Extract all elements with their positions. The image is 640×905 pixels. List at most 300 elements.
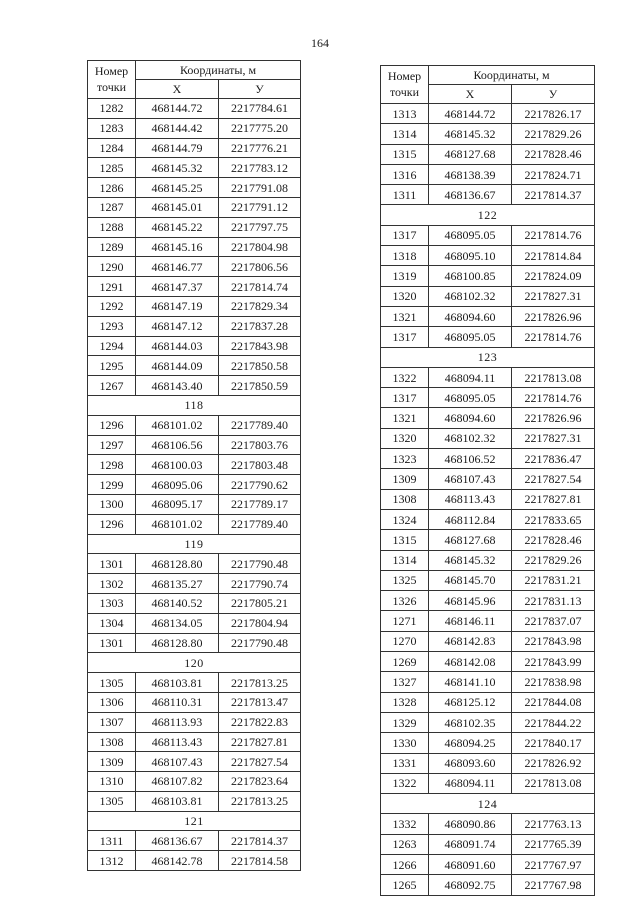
- table-row: [88, 197, 301, 217]
- x-coordinate-cell: 468095.05: [429, 327, 512, 347]
- point-number-cell: 1295: [88, 356, 136, 376]
- x-coordinate-cell: 468100.85: [429, 266, 512, 286]
- table-row: [381, 692, 595, 712]
- x-coordinate-cell: 468112.84: [429, 509, 512, 529]
- y-coordinate-cell: 2217827.81: [512, 489, 595, 509]
- point-number-cell: 1294: [88, 336, 136, 356]
- y-coordinate-cell: 2217813.25: [219, 673, 301, 693]
- y-coordinate-cell: 2217783.12: [219, 158, 301, 178]
- x-coordinate-cell: 468094.11: [429, 773, 512, 793]
- y-coordinate-cell: 2217776.21: [219, 138, 301, 158]
- table-row: [88, 257, 301, 277]
- point-number-cell: 1306: [88, 692, 136, 712]
- table-row: [88, 831, 301, 851]
- point-number-cell: 1300: [88, 494, 136, 514]
- table-row: [381, 225, 595, 245]
- point-number-cell: 1291: [88, 277, 136, 297]
- point-number-cell: 1314: [381, 124, 429, 144]
- y-coordinate-cell: 2217814.74: [219, 277, 301, 297]
- point-number-cell: 1283: [88, 118, 136, 138]
- y-coordinate-cell: 2217791.12: [219, 197, 301, 217]
- point-number-cell: 1317: [381, 388, 429, 408]
- point-number-cell: 1269: [381, 652, 429, 672]
- x-coordinate-cell: 468093.60: [429, 753, 512, 773]
- table-row: [381, 834, 595, 854]
- y-coordinate-cell: 2217790.62: [219, 475, 301, 495]
- point-number-cell: 1284: [88, 138, 136, 158]
- table-row: [88, 772, 301, 792]
- group-header-row: [381, 794, 595, 814]
- x-coordinate-cell: 468145.32: [136, 158, 219, 178]
- point-number-cell: 1302: [88, 574, 136, 594]
- x-coordinate-cell: 468145.32: [429, 124, 512, 144]
- y-coordinate-cell: 2217826.96: [512, 408, 595, 428]
- x-coordinate-cell: 468136.67: [136, 831, 219, 851]
- table-row: [88, 554, 301, 574]
- page-number: 164: [311, 36, 329, 50]
- x-coordinate-cell: 468095.05: [429, 388, 512, 408]
- x-coordinate-cell: 468091.74: [429, 834, 512, 854]
- y-coordinate-cell: 2217827.31: [512, 428, 595, 448]
- x-header: X: [136, 80, 219, 99]
- table-row: [381, 753, 595, 773]
- table-row: [381, 875, 595, 895]
- group-header-row: [88, 534, 301, 554]
- y-coordinate-cell: 2217797.75: [219, 217, 301, 237]
- x-coordinate-cell: 468094.60: [429, 408, 512, 428]
- group-header-row: [381, 347, 595, 367]
- x-coordinate-cell: 468147.37: [136, 277, 219, 297]
- y-coordinate-cell: 2217824.09: [512, 266, 595, 286]
- table-row: [381, 509, 595, 529]
- x-coordinate-cell: 468144.79: [136, 138, 219, 158]
- x-coordinate-cell: 468125.12: [429, 692, 512, 712]
- y-coordinate-cell: 2217824.71: [512, 164, 595, 184]
- y-header: У: [219, 80, 301, 99]
- point-number-cell: 1308: [88, 732, 136, 752]
- x-coordinate-cell: 468107.82: [136, 772, 219, 792]
- x-coordinate-cell: 468146.11: [429, 611, 512, 631]
- x-coordinate-cell: 468091.60: [429, 854, 512, 874]
- y-coordinate-cell: 2217850.58: [219, 356, 301, 376]
- point-number-cell: 1311: [88, 831, 136, 851]
- x-coordinate-cell: 468103.81: [136, 791, 219, 811]
- table-row: [88, 455, 301, 475]
- table-row: [88, 633, 301, 653]
- y-coordinate-cell: 2217767.97: [512, 854, 595, 874]
- group-number: 120: [88, 653, 301, 673]
- point-number-cell: 1311: [381, 185, 429, 205]
- point-number-cell: 1316: [381, 164, 429, 184]
- x-coordinate-cell: 468145.70: [429, 570, 512, 590]
- x-coordinate-cell: 468144.03: [136, 336, 219, 356]
- table-row: [88, 99, 301, 119]
- point-number-cell: 1309: [381, 469, 429, 489]
- table-row: [88, 118, 301, 138]
- point-number-cell: 1263: [381, 834, 429, 854]
- x-coordinate-cell: 468102.32: [429, 286, 512, 306]
- x-coordinate-cell: 468113.93: [136, 712, 219, 732]
- y-coordinate-cell: 2217804.94: [219, 613, 301, 633]
- table-row: [381, 591, 595, 611]
- y-coordinate-cell: 2217827.31: [512, 286, 595, 306]
- point-number-cell: 1289: [88, 237, 136, 257]
- y-coordinate-cell: 2217827.54: [512, 469, 595, 489]
- table-row: [381, 672, 595, 692]
- x-coordinate-cell: 468128.80: [136, 554, 219, 574]
- point-number-cell: 1332: [381, 814, 429, 834]
- y-coordinate-cell: 2217833.65: [512, 509, 595, 529]
- table-row: [88, 593, 301, 613]
- table-row: [381, 408, 595, 428]
- group-header-row: [88, 811, 301, 831]
- table-row: [381, 104, 595, 124]
- x-coordinate-cell: 468127.68: [429, 144, 512, 164]
- point-number-cell: 1309: [88, 752, 136, 772]
- table-row: [88, 791, 301, 811]
- point-number-cell: 1305: [88, 673, 136, 693]
- point-number-cell: 1326: [381, 591, 429, 611]
- x-coordinate-cell: 468106.52: [429, 449, 512, 469]
- x-coordinate-cell: 468127.68: [429, 530, 512, 550]
- y-coordinate-cell: 2217843.99: [512, 652, 595, 672]
- table-row: [381, 469, 595, 489]
- x-coordinate-cell: 468147.19: [136, 296, 219, 316]
- y-coordinate-cell: 2217790.74: [219, 574, 301, 594]
- x-coordinate-cell: 468090.86: [429, 814, 512, 834]
- table-row: [381, 286, 595, 306]
- point-number-cell: 1327: [381, 672, 429, 692]
- group-header-row: [88, 653, 301, 673]
- y-coordinate-cell: 2217803.76: [219, 435, 301, 455]
- point-number-cell: 1267: [88, 376, 136, 396]
- x-coordinate-cell: 468102.32: [429, 428, 512, 448]
- table-row: [88, 376, 301, 396]
- x-coordinate-cell: 468138.39: [429, 164, 512, 184]
- point-number-cell: 1287: [88, 197, 136, 217]
- x-coordinate-cell: 468144.42: [136, 118, 219, 138]
- table-row: [88, 237, 301, 257]
- x-coordinate-cell: 468101.02: [136, 514, 219, 534]
- point-number-cell: 1270: [381, 631, 429, 651]
- x-coordinate-cell: 468101.02: [136, 415, 219, 435]
- point-number-header: Номер точки: [381, 66, 429, 104]
- x-coordinate-cell: 468144.09: [136, 356, 219, 376]
- y-coordinate-cell: 2217844.22: [512, 712, 595, 732]
- y-coordinate-cell: 2217775.20: [219, 118, 301, 138]
- y-coordinate-cell: 2217763.13: [512, 814, 595, 834]
- x-coordinate-cell: 468146.77: [136, 257, 219, 277]
- y-coordinate-cell: 2217826.17: [512, 104, 595, 124]
- group-number: 121: [88, 811, 301, 831]
- x-coordinate-cell: 468094.25: [429, 733, 512, 753]
- point-number-cell: 1303: [88, 593, 136, 613]
- y-coordinate-cell: 2217827.81: [219, 732, 301, 752]
- table-row: [88, 851, 301, 871]
- group-number: 122: [381, 205, 595, 225]
- x-coordinate-cell: 468107.43: [136, 752, 219, 772]
- y-coordinate-cell: 2217814.84: [512, 246, 595, 266]
- table-row: [381, 266, 595, 286]
- y-coordinate-cell: 2217829.26: [512, 550, 595, 570]
- point-number-cell: 1307: [88, 712, 136, 732]
- y-coordinate-cell: 2217829.34: [219, 296, 301, 316]
- table-row: [381, 611, 595, 631]
- table-row: [381, 428, 595, 448]
- point-number-cell: 1293: [88, 316, 136, 336]
- x-coordinate-cell: 468145.96: [429, 591, 512, 611]
- point-number-cell: 1266: [381, 854, 429, 874]
- y-coordinate-cell: 2217844.08: [512, 692, 595, 712]
- x-coordinate-cell: 468092.75: [429, 875, 512, 895]
- y-coordinate-cell: 2217828.46: [512, 530, 595, 550]
- table-row: [381, 854, 595, 874]
- point-number-cell: 1331: [381, 753, 429, 773]
- y-coordinate-cell: 2217803.48: [219, 455, 301, 475]
- y-coordinate-cell: 2217836.47: [512, 449, 595, 469]
- y-coordinate-cell: 2217813.08: [512, 773, 595, 793]
- table-row: [88, 277, 301, 297]
- y-coordinate-cell: 2217814.76: [512, 388, 595, 408]
- x-coordinate-cell: 468094.60: [429, 306, 512, 326]
- table-row: [88, 574, 301, 594]
- y-coordinate-cell: 2217822.83: [219, 712, 301, 732]
- x-coordinate-cell: 468145.16: [136, 237, 219, 257]
- point-number-cell: 1297: [88, 435, 136, 455]
- table-row: [88, 415, 301, 435]
- y-coordinate-cell: 2217789.40: [219, 514, 301, 534]
- point-number-cell: 1321: [381, 306, 429, 326]
- y-header: У: [512, 85, 595, 104]
- point-number-cell: 1323: [381, 449, 429, 469]
- table-row: [88, 752, 301, 772]
- point-number-cell: 1317: [381, 327, 429, 347]
- coordinates-table-right: [380, 65, 595, 896]
- x-coordinate-cell: 468095.05: [429, 225, 512, 245]
- table-row: [88, 316, 301, 336]
- y-coordinate-cell: 2217765.39: [512, 834, 595, 854]
- y-coordinate-cell: 2217843.98: [512, 631, 595, 651]
- x-coordinate-cell: 468145.22: [136, 217, 219, 237]
- y-coordinate-cell: 2217805.21: [219, 593, 301, 613]
- table-row: [381, 124, 595, 144]
- x-coordinate-cell: 468128.80: [136, 633, 219, 653]
- table-row: [88, 138, 301, 158]
- x-coordinate-cell: 468094.11: [429, 367, 512, 387]
- point-number-cell: 1330: [381, 733, 429, 753]
- y-coordinate-cell: 2217804.98: [219, 237, 301, 257]
- y-coordinate-cell: 2217831.13: [512, 591, 595, 611]
- x-coordinate-cell: 468147.12: [136, 316, 219, 336]
- point-number-cell: 1319: [381, 266, 429, 286]
- y-coordinate-cell: 2217840.17: [512, 733, 595, 753]
- y-coordinate-cell: 2217814.37: [219, 831, 301, 851]
- y-coordinate-cell: 2217814.58: [219, 851, 301, 871]
- table-row: [88, 435, 301, 455]
- x-coordinate-cell: 468142.78: [136, 851, 219, 871]
- point-number-cell: 1314: [381, 550, 429, 570]
- table-row: [381, 550, 595, 570]
- table-row: [88, 514, 301, 534]
- point-number-header: Номер точки: [88, 61, 136, 99]
- point-number-cell: 1320: [381, 286, 429, 306]
- y-coordinate-cell: 2217813.25: [219, 791, 301, 811]
- x-coordinate-cell: 468145.25: [136, 178, 219, 198]
- y-coordinate-cell: 2217837.28: [219, 316, 301, 336]
- y-coordinate-cell: 2217767.98: [512, 875, 595, 895]
- table-row: [381, 367, 595, 387]
- point-number-cell: 1320: [381, 428, 429, 448]
- table-row: [88, 673, 301, 693]
- x-coordinate-cell: 468102.35: [429, 712, 512, 732]
- y-coordinate-cell: 2217823.64: [219, 772, 301, 792]
- table-row: [381, 327, 595, 347]
- point-number-cell: 1328: [381, 692, 429, 712]
- y-coordinate-cell: 2217784.61: [219, 99, 301, 119]
- y-coordinate-cell: 2217837.07: [512, 611, 595, 631]
- table-row: [381, 712, 595, 732]
- y-coordinate-cell: 2217806.56: [219, 257, 301, 277]
- point-number-cell: 1271: [381, 611, 429, 631]
- y-coordinate-cell: 2217790.48: [219, 554, 301, 574]
- y-coordinate-cell: 2217814.76: [512, 327, 595, 347]
- point-number-cell: 1324: [381, 509, 429, 529]
- y-coordinate-cell: 2217813.08: [512, 367, 595, 387]
- point-number-cell: 1315: [381, 530, 429, 550]
- x-coordinate-cell: 468136.67: [429, 185, 512, 205]
- table-row: [381, 306, 595, 326]
- y-coordinate-cell: 2217826.96: [512, 306, 595, 326]
- point-number-cell: 1313: [381, 104, 429, 124]
- y-coordinate-cell: 2217814.76: [512, 225, 595, 245]
- y-coordinate-cell: 2217789.17: [219, 494, 301, 514]
- table-row: [381, 185, 595, 205]
- coordinates-header: Координаты, м: [429, 66, 595, 85]
- group-number: 118: [88, 395, 301, 415]
- x-coordinate-cell: 468142.08: [429, 652, 512, 672]
- table-row: [88, 692, 301, 712]
- point-number-cell: 1299: [88, 475, 136, 495]
- point-number-cell: 1308: [381, 489, 429, 509]
- table-row: [381, 570, 595, 590]
- x-coordinate-cell: 468142.83: [429, 631, 512, 651]
- coordinates-table-left: [87, 60, 301, 871]
- table-row: [88, 178, 301, 198]
- group-number: 119: [88, 534, 301, 554]
- table-row: [381, 246, 595, 266]
- x-coordinate-cell: 468144.72: [136, 99, 219, 119]
- point-number-cell: 1305: [88, 791, 136, 811]
- y-coordinate-cell: 2217826.92: [512, 753, 595, 773]
- table-row: [381, 773, 595, 793]
- y-coordinate-cell: 2217838.98: [512, 672, 595, 692]
- x-coordinate-cell: 468113.43: [429, 489, 512, 509]
- x-coordinate-cell: 468095.17: [136, 494, 219, 514]
- table-row: [381, 144, 595, 164]
- group-number: 124: [381, 794, 595, 814]
- table-row: [381, 733, 595, 753]
- table-row: [88, 712, 301, 732]
- y-coordinate-cell: 2217828.46: [512, 144, 595, 164]
- x-coordinate-cell: 468135.27: [136, 574, 219, 594]
- point-number-cell: 1296: [88, 415, 136, 435]
- x-coordinate-cell: 468110.31: [136, 692, 219, 712]
- table-row: [88, 356, 301, 376]
- y-coordinate-cell: 2217827.54: [219, 752, 301, 772]
- point-number-cell: 1301: [88, 633, 136, 653]
- point-number-cell: 1265: [381, 875, 429, 895]
- point-number-cell: 1322: [381, 773, 429, 793]
- table-row: [88, 336, 301, 356]
- point-number-cell: 1304: [88, 613, 136, 633]
- x-coordinate-cell: 468095.10: [429, 246, 512, 266]
- y-coordinate-cell: 2217789.40: [219, 415, 301, 435]
- table-row: [88, 494, 301, 514]
- point-number-cell: 1301: [88, 554, 136, 574]
- table-row: [381, 631, 595, 651]
- table-row: [88, 613, 301, 633]
- x-coordinate-cell: 468095.06: [136, 475, 219, 495]
- table-row: [381, 652, 595, 672]
- table-row: [381, 814, 595, 834]
- point-number-cell: 1298: [88, 455, 136, 475]
- x-coordinate-cell: 468100.03: [136, 455, 219, 475]
- coordinates-header: Координаты, м: [136, 61, 301, 80]
- point-number-cell: 1318: [381, 246, 429, 266]
- x-coordinate-cell: 468113.43: [136, 732, 219, 752]
- point-number-cell: 1282: [88, 99, 136, 119]
- y-coordinate-cell: 2217791.08: [219, 178, 301, 198]
- x-coordinate-cell: 468141.10: [429, 672, 512, 692]
- point-number-cell: 1285: [88, 158, 136, 178]
- table-row: [381, 449, 595, 469]
- x-coordinate-cell: 468103.81: [136, 673, 219, 693]
- point-number-cell: 1322: [381, 367, 429, 387]
- table-row: [88, 475, 301, 495]
- group-header-row: [381, 205, 595, 225]
- y-coordinate-cell: 2217850.59: [219, 376, 301, 396]
- point-number-cell: 1288: [88, 217, 136, 237]
- y-coordinate-cell: 2217831.21: [512, 570, 595, 590]
- table-row: [88, 158, 301, 178]
- point-number-cell: 1292: [88, 296, 136, 316]
- table-row: [381, 388, 595, 408]
- x-header: X: [429, 85, 512, 104]
- group-number: 123: [381, 347, 595, 367]
- y-coordinate-cell: 2217814.37: [512, 185, 595, 205]
- point-number-cell: 1315: [381, 144, 429, 164]
- x-coordinate-cell: 468143.40: [136, 376, 219, 396]
- point-number-cell: 1296: [88, 514, 136, 534]
- x-coordinate-cell: 468134.05: [136, 613, 219, 633]
- table-row: [88, 732, 301, 752]
- x-coordinate-cell: 468106.56: [136, 435, 219, 455]
- table-row: [381, 164, 595, 184]
- x-coordinate-cell: 468145.01: [136, 197, 219, 217]
- x-coordinate-cell: 468144.72: [429, 104, 512, 124]
- point-number-cell: 1321: [381, 408, 429, 428]
- point-number-cell: 1310: [88, 772, 136, 792]
- group-header-row: [88, 395, 301, 415]
- x-coordinate-cell: 468140.52: [136, 593, 219, 613]
- x-coordinate-cell: 468107.43: [429, 469, 512, 489]
- y-coordinate-cell: 2217813.47: [219, 692, 301, 712]
- x-coordinate-cell: 468145.32: [429, 550, 512, 570]
- table-row: [381, 530, 595, 550]
- point-number-cell: 1325: [381, 570, 429, 590]
- y-coordinate-cell: 2217843.98: [219, 336, 301, 356]
- point-number-cell: 1290: [88, 257, 136, 277]
